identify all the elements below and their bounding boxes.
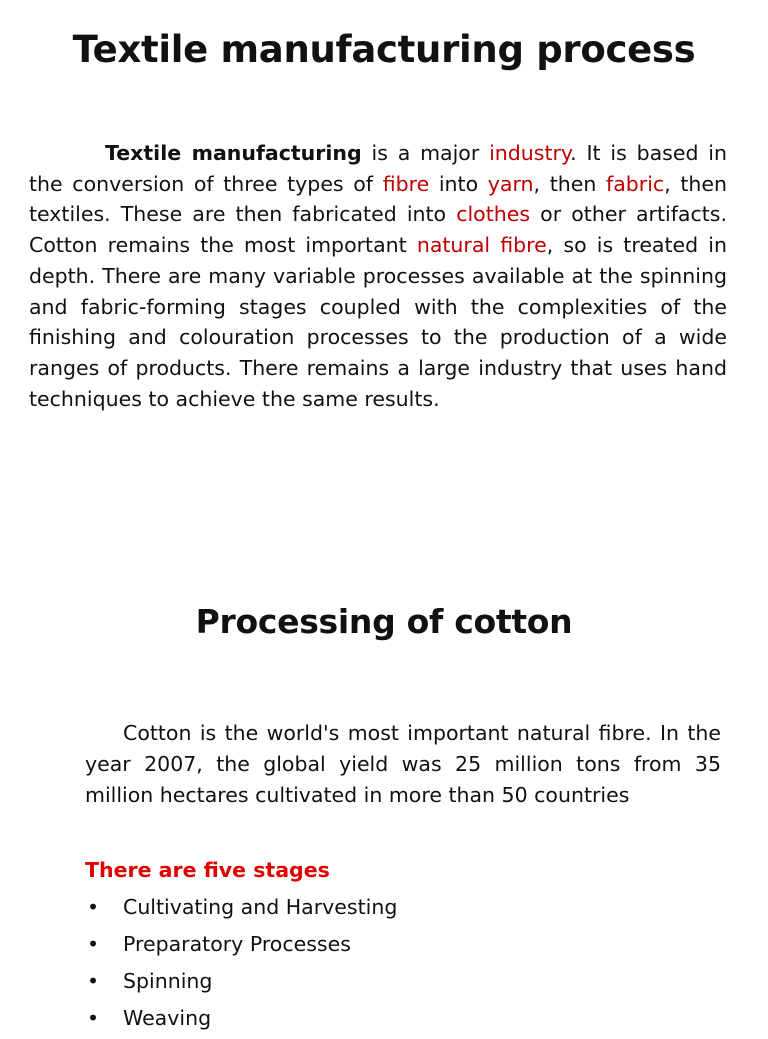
list-item xyxy=(85,1002,725,1039)
list-item xyxy=(85,928,725,965)
cotton-paragraph xyxy=(85,718,721,811)
bullet-icon: • xyxy=(87,1006,100,1030)
link-industry[interactable]: industry xyxy=(489,141,571,165)
link-clothes[interactable]: clothes xyxy=(456,202,531,227)
cotton-text: Cotton is the world's most important natural fibre. In the year 2007, the global yield was 25 million tons from 35 million hectares cultivated in more than 50 countries xyxy=(85,721,721,807)
link-yarn[interactable]: yarn xyxy=(487,171,534,196)
bullet-icon: • xyxy=(87,969,100,993)
list-item xyxy=(85,891,725,928)
list-item-label: Weaving xyxy=(123,1006,212,1030)
stages-list xyxy=(85,891,725,1039)
list-item-label: Spinning xyxy=(123,969,213,993)
stages-heading: There are five stages xyxy=(85,858,330,882)
intro-paragraph xyxy=(29,138,727,414)
list-item-label: Preparatory Processes xyxy=(123,932,351,956)
list-item xyxy=(85,965,725,1002)
section-title: Processing of cotton xyxy=(195,602,573,641)
page-title: Textile manufacturing process xyxy=(72,28,696,71)
bullet-icon: • xyxy=(87,932,100,956)
list-item-label: Cultivating and Harvesting xyxy=(123,895,398,919)
intro-text: . It is based in the conversion of three types of xyxy=(29,141,727,196)
link-fibre[interactable]: fibre xyxy=(382,171,430,196)
intro-text: , then xyxy=(533,171,607,196)
intro-text: is a major xyxy=(361,141,490,165)
bullet-icon: • xyxy=(87,895,100,919)
intro-text: , then textiles. These are then fabricated into xyxy=(29,171,728,227)
intro-text: or other artifacts. Cotton remains the most important xyxy=(29,202,727,258)
link-fabric[interactable]: fabric xyxy=(606,171,665,196)
intro-text: , so is treated in depth. There are many variable processes available at the spinning and fabric-forming stages coupled with the complexities of the finishing and colouration processes to the production of a wide ranges of products. There remains a large industry that uses hand techniques to achieve the same results. xyxy=(29,233,727,411)
link-natural-fibre[interactable]: natural fibre xyxy=(416,233,547,258)
intro-text: into xyxy=(429,171,488,196)
intro-lead-term: Textile manufacturing xyxy=(105,141,362,165)
